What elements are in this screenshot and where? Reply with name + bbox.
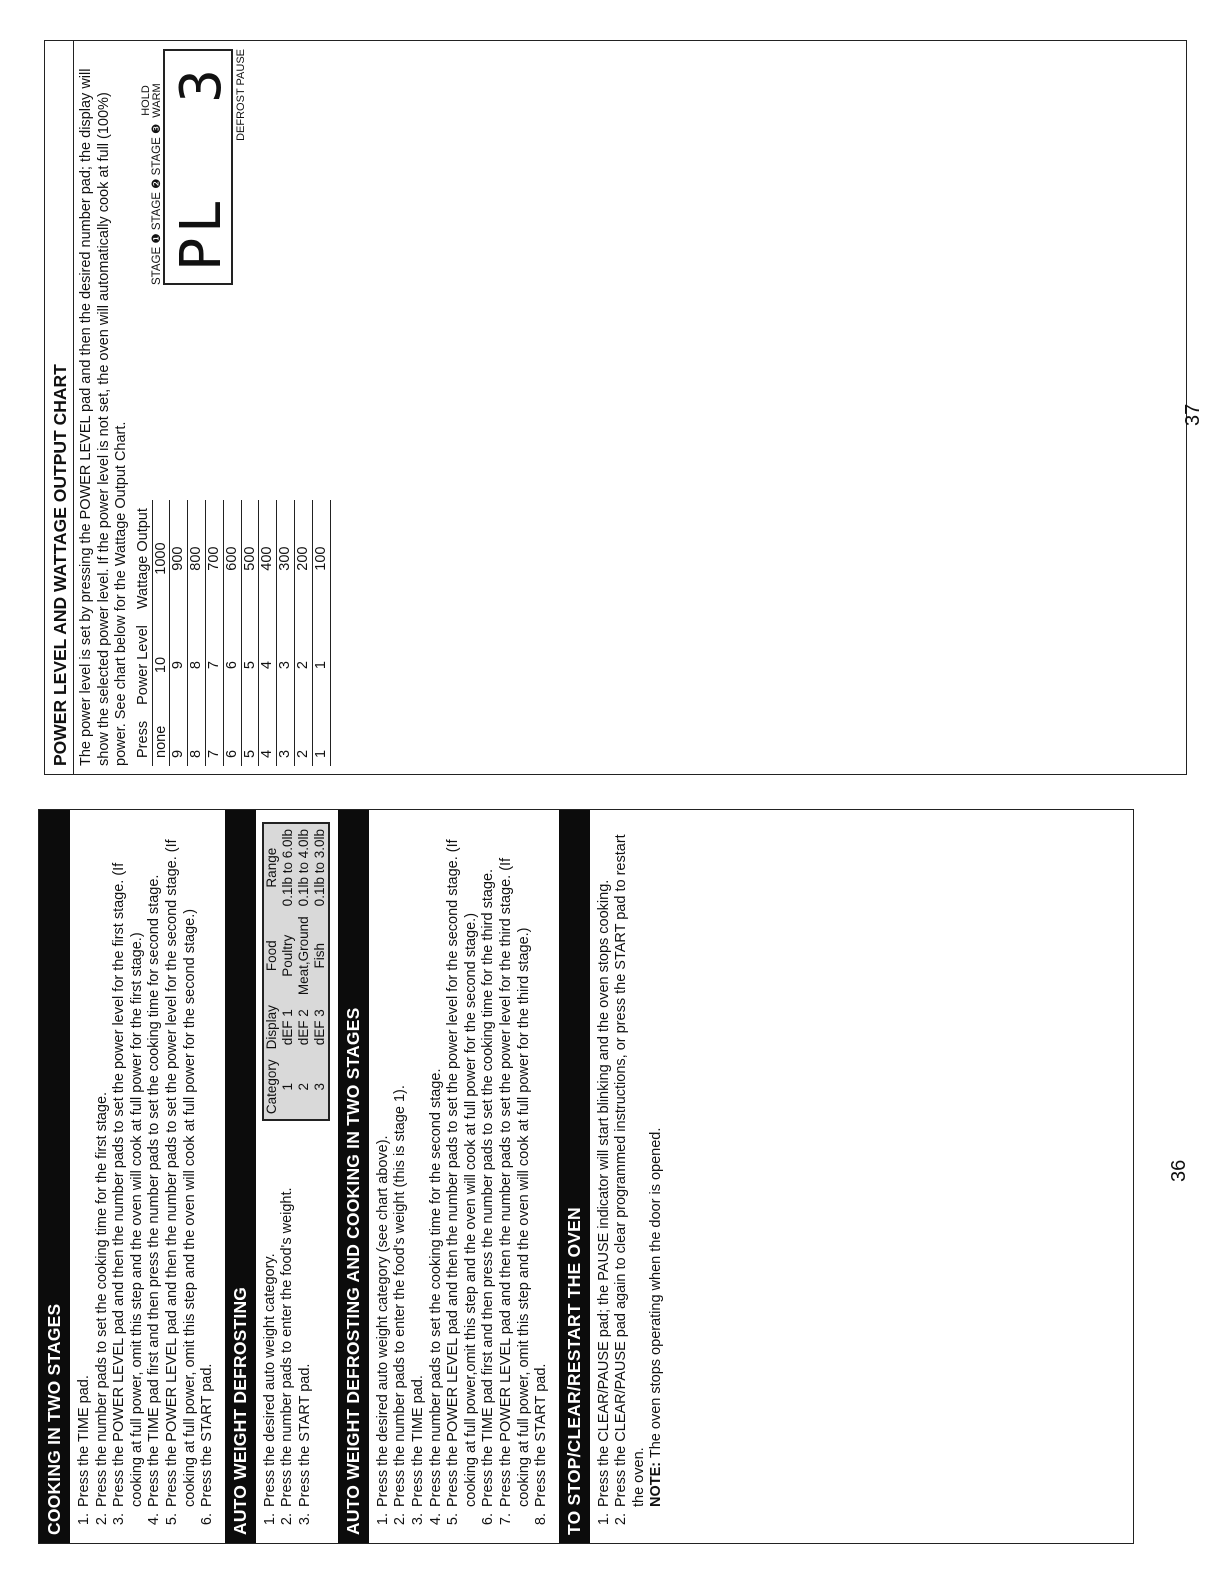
- column-header: Display: [263, 1005, 279, 1050]
- oven-display-illustration: [135, 49, 331, 285]
- step: 6. Press the START pad.: [199, 820, 217, 1509]
- table-cell: 1: [312, 617, 330, 713]
- table-cell: 4: [259, 713, 277, 766]
- table-cell: 7: [205, 617, 223, 713]
- table-cell: 4: [259, 617, 277, 713]
- table-row: [280, 823, 296, 1120]
- defrost-category-table: [262, 822, 330, 1121]
- step: 3. Press the START pad.: [297, 1187, 315, 1509]
- table-row: [259, 500, 277, 766]
- table-cell: 3: [277, 713, 295, 766]
- table-cell: 2: [295, 1083, 311, 1091]
- defrost-pause-indicators: DEFROST PAUSE: [234, 49, 247, 141]
- table-cell: dEF 2: [295, 1009, 311, 1046]
- table-cell: 500: [241, 500, 259, 617]
- table-row: [312, 823, 329, 1120]
- step: 5. Press the POWER LEVEL pad and then the number pads to set the power level for the second stage. (If cooking at full power,omit this step and the oven will cook at full power for the second stage.): [445, 820, 480, 1509]
- table-row: [152, 500, 170, 766]
- steps-list: [375, 820, 551, 1527]
- table-cell: 400: [259, 500, 277, 617]
- table-row: [188, 500, 206, 766]
- table-header-row: [263, 823, 280, 1120]
- warm-label: WARM: [150, 83, 163, 118]
- table-row: [312, 500, 330, 766]
- table-header-row: [135, 500, 152, 766]
- table-cell: 3: [277, 617, 295, 713]
- table-cell: 7: [205, 713, 223, 766]
- chart-intro: The power level is set by pressing the POWER LEVEL pad and then the desired number pad; the display will show the selected power level. If the power level is not set, the oven will automatically cook at full (100%) power. See chart below for the Wattage Output Chart.: [78, 68, 130, 766]
- table-row: [170, 500, 188, 766]
- table-cell: 0.1lb to 4.0lb: [295, 829, 311, 907]
- table-cell: 1: [279, 1083, 295, 1091]
- table-cell: 9: [170, 617, 188, 713]
- hold-warm-indicator: [141, 83, 163, 117]
- table-cell: 6: [223, 713, 241, 766]
- step: 4. Press the TIME pad first and then press the number pads to set the cooking time for second stage.: [146, 820, 164, 1509]
- step: 1. Press the desired auto weight category (see chart above).: [375, 820, 393, 1509]
- table-cell: 8: [188, 713, 206, 766]
- table-cell: 100: [312, 500, 330, 617]
- power-level-table: [135, 500, 331, 766]
- table-cell: 5: [241, 713, 259, 766]
- step: 3. Press the POWER LEVEL pad and then the number pads to set the power level for the first stage. (If cooking at full power, omit this step and the oven will cook at full power for the first stage.): [111, 820, 146, 1509]
- table-row: [205, 500, 223, 766]
- table-cell: 8: [188, 617, 206, 713]
- page-number-37: 37: [1182, 403, 1204, 426]
- table-cell: none: [152, 713, 170, 766]
- step: [613, 820, 666, 1509]
- lcd-display: [163, 49, 233, 285]
- table-cell: 600: [223, 500, 241, 617]
- section-title-stop-clear-restart: TO STOP/CLEAR/RESTART THE OVEN: [559, 810, 590, 1543]
- table-cell: 5: [241, 617, 259, 713]
- note-text: The oven stops operating when the door is opened.: [648, 1127, 665, 1459]
- table-cell: dEF 1: [279, 1009, 295, 1046]
- section-title-defrost-and-cook: AUTO WEIGHT DEFROSTING AND COOKING IN TWO STAGES: [338, 810, 369, 1543]
- column-header: Press: [135, 713, 152, 766]
- column-header: Wattage Output: [135, 500, 152, 617]
- step: 4. Press the number pads to set the cooking time for the second stage.: [428, 820, 446, 1509]
- step: 3. Press the TIME pad.: [410, 820, 428, 1509]
- column-header: Range: [263, 847, 279, 888]
- table-row: [241, 500, 259, 766]
- table-cell: 10: [152, 617, 170, 713]
- steps-list: [76, 820, 217, 1527]
- step: 2. Press the number pads to set the cooking time for the first stage.: [94, 820, 112, 1509]
- section-body-stop-clear-restart: [590, 810, 674, 1543]
- table-cell: Poultry: [279, 934, 295, 977]
- lcd-level-digit: 3: [168, 65, 234, 103]
- section-title-cooking-two-stages: COOKING IN TWO STAGES: [39, 810, 70, 1543]
- table-cell: 3: [311, 1083, 327, 1091]
- page-number-36: 36: [1168, 1159, 1190, 1182]
- table-cell: 2: [294, 617, 312, 713]
- table-cell: 800: [188, 500, 206, 617]
- lcd-power-level-text: PL: [168, 195, 234, 271]
- step: 1. Press the CLEAR/PAUSE pad; the PAUSE indicator will start blinking and the oven stops cooking.: [596, 820, 614, 1509]
- stage-indicators: STAGE ❶ STAGE ❷ STAGE ❸: [150, 123, 163, 285]
- table-cell: 300: [277, 500, 295, 617]
- table-row: [294, 500, 312, 766]
- chart-title: POWER LEVEL AND WATTAGE OUTPUT CHART: [45, 41, 74, 774]
- section-body-cooking-two-stages: [70, 810, 225, 1543]
- steps-list: [596, 820, 666, 1527]
- table-cell: 9: [170, 713, 188, 766]
- hold-label: HOLD: [139, 85, 152, 116]
- table-cell: 900: [170, 500, 188, 617]
- table-cell: 2: [294, 713, 312, 766]
- table-cell: 200: [294, 500, 312, 617]
- table-row: [277, 500, 295, 766]
- step: 1. Press the desired auto weight category.: [262, 1187, 280, 1509]
- table-cell: Fish: [311, 942, 327, 969]
- table-cell: 6: [223, 617, 241, 713]
- step: 8. Press the START pad.: [533, 820, 551, 1509]
- step-text: Press the CLEAR/PAUSE pad again to clear programmed instructions, or press the START pad to restart the oven.: [613, 834, 647, 1507]
- table-cell: 1: [312, 713, 330, 766]
- steps-list: [262, 1187, 330, 1527]
- table-cell: 700: [205, 500, 223, 617]
- note-label: NOTE:: [648, 1461, 665, 1507]
- step: 2. Press the number pads to enter the food's weight (this is stage 1).: [392, 820, 410, 1509]
- section-body-auto-weight-defrosting: [256, 810, 338, 1543]
- section-title-auto-weight-defrosting: AUTO WEIGHT DEFROSTING: [225, 810, 256, 1543]
- step: 7. Press the POWER LEVEL pad and then the number pads to set the power level for the third stage. (If cooking at full power, omit this step and the oven will cook at full power for the third stage.): [498, 820, 533, 1509]
- column-header: Category: [263, 1059, 279, 1115]
- section-body-defrost-and-cook: [369, 810, 559, 1543]
- step: 6. Press the TIME pad first and then press the number pads to set the cooking time for the third stage.: [480, 820, 498, 1509]
- step: 5. Press the POWER LEVEL pad and then the number pads to set the power level for the second stage. (If cooking at full power, omit this step and the oven will cook at full power for the second stage.): [164, 820, 199, 1509]
- table-cell: 0.1lb to 6.0lb: [279, 829, 295, 907]
- table-cell: 0.1lb to 3.0lb: [311, 829, 327, 907]
- page-36-frame: [38, 809, 1134, 1544]
- step: 1. Press the TIME pad.: [76, 820, 94, 1509]
- step: 2. Press the number pads to enter the food's weight.: [279, 1187, 297, 1509]
- column-header: Food: [263, 940, 279, 972]
- table-row: [296, 823, 312, 1120]
- column-header: Power Level: [135, 617, 152, 713]
- table-cell: dEF 3: [311, 1009, 327, 1046]
- page-37-frame: [44, 40, 1187, 775]
- table-cell: 1000: [152, 500, 170, 617]
- table-row: [223, 500, 241, 766]
- table-cell: Meat,Ground: [295, 916, 311, 996]
